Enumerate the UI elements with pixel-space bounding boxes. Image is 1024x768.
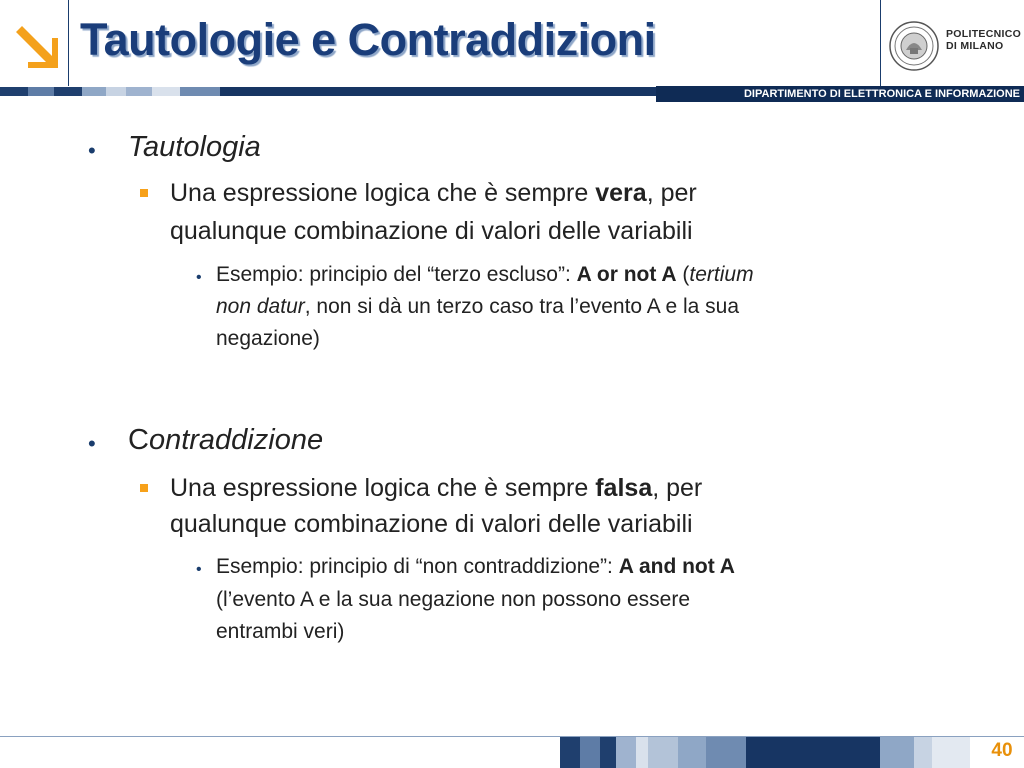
header-divider-left: [68, 0, 69, 86]
footer-color-stripe: [560, 737, 970, 768]
example-italic: tertium: [689, 263, 754, 286]
politecnico-seal-icon: [888, 20, 940, 72]
header-divider-right: [880, 0, 881, 86]
orange-arrow-icon: [12, 22, 60, 70]
bullet-dot: •: [88, 431, 96, 456]
institution-name: [946, 28, 1021, 52]
example-text: Esempio: principio di “non contraddizione”:: [216, 555, 619, 578]
heading-rest: ontraddizione: [148, 424, 324, 456]
contraddizione-example-line2: (l’evento A e la sua negazione non possono essere: [216, 588, 691, 611]
contraddizione-heading: [128, 424, 323, 457]
example-italic-2: non datur: [216, 295, 305, 318]
example-bold: A and not A: [618, 555, 735, 578]
bullet-square: [140, 189, 148, 197]
contraddizione-definition-line2: qualunque combinazione di valori delle variabili: [170, 510, 693, 538]
def-text-end: , per: [646, 179, 697, 207]
contraddizione-definition: [170, 474, 702, 503]
example-bold: A or not A: [576, 263, 677, 286]
def-text: Una espressione logica che è sempre: [170, 179, 596, 207]
tautologia-definition: [170, 179, 697, 208]
institution-line-2: DI MILANO: [946, 40, 1004, 52]
bullet-dot: •: [88, 138, 96, 163]
contraddizione-example-line3: entrambi veri): [216, 620, 345, 643]
heading-initial: C: [128, 424, 149, 456]
page-number: 40: [991, 740, 1013, 761]
tautologia-example-line3: negazione): [216, 327, 320, 350]
def-bold: falsa: [595, 474, 653, 502]
slide-title: Tautologie e Contraddizioni: [80, 14, 656, 65]
bullet-dot-small: •: [196, 269, 202, 286]
def-bold: vera: [595, 179, 647, 207]
tautologia-example: [216, 263, 754, 287]
example-text-2: , non si dà un terzo caso tra l’evento A e la sua: [304, 295, 740, 318]
bullet-dot-small: •: [196, 561, 202, 578]
tautologia-example-line2: [216, 295, 739, 319]
example-text: Esempio: principio del “terzo escluso”:: [216, 263, 577, 286]
institution-line-1: POLITECNICO: [946, 28, 1022, 40]
contraddizione-example: [216, 555, 735, 579]
department-label: DIPARTIMENTO DI ELETTRONICA E INFORMAZIONE: [743, 88, 1020, 100]
bullet-square: [140, 484, 148, 492]
example-paren: (: [676, 263, 690, 286]
tautologia-definition-line2: qualunque combinazione di valori delle variabili: [170, 217, 693, 245]
tautologia-heading: Tautologia: [128, 131, 261, 163]
def-text-end: , per: [652, 474, 703, 502]
def-text: Una espressione logica che è sempre: [170, 474, 596, 502]
